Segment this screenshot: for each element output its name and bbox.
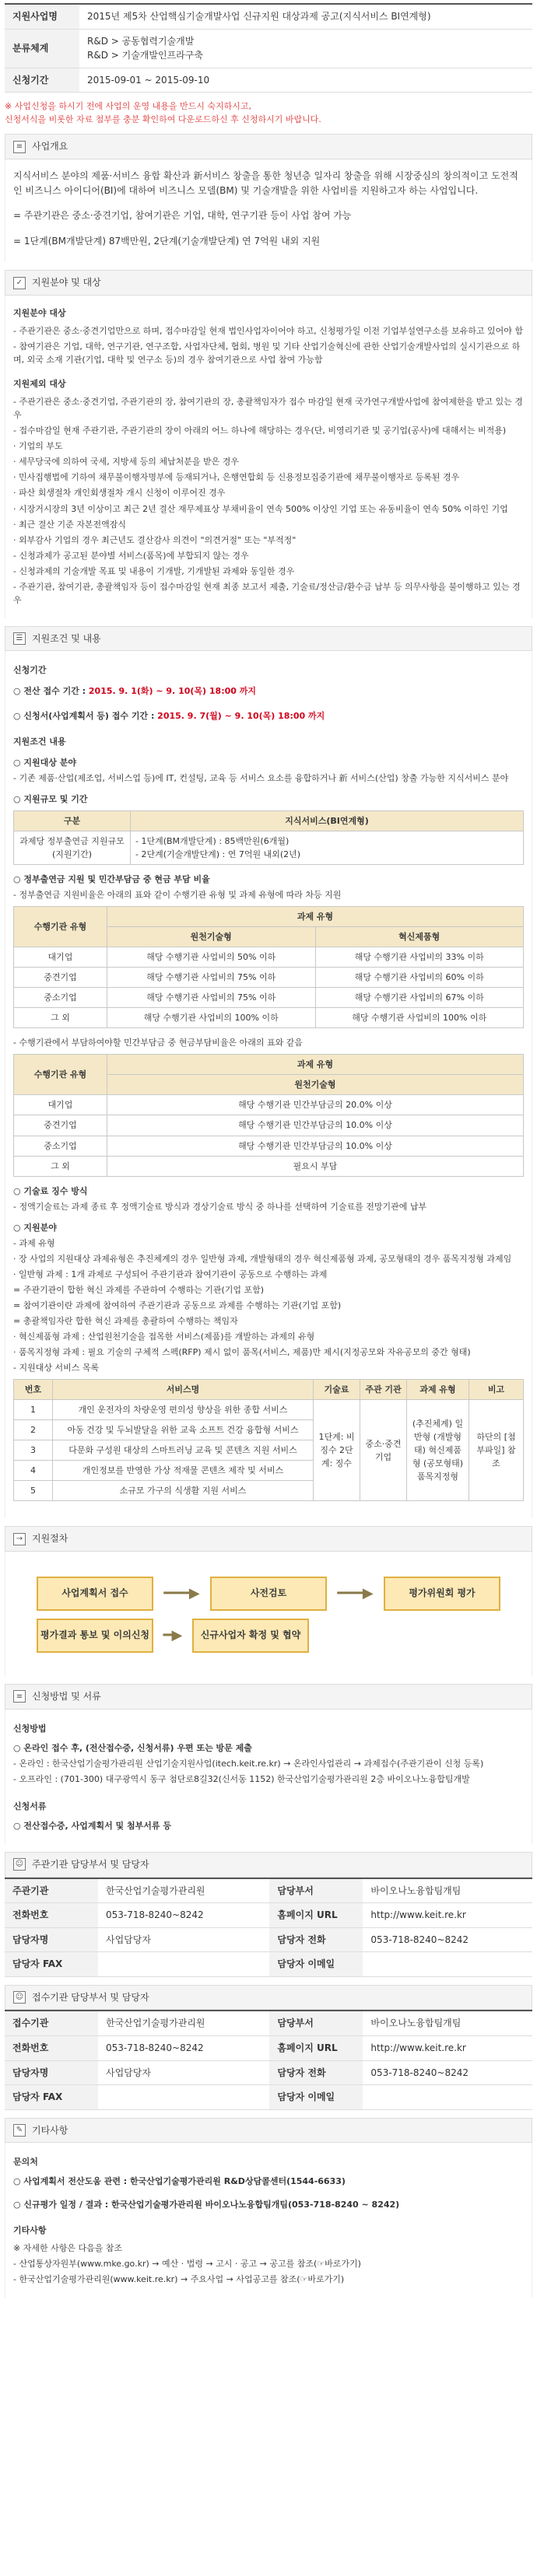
check-icon: ✓ [13, 277, 26, 289]
arrow-right-icon: → [13, 1533, 26, 1545]
person-icon: ☺ [13, 1858, 26, 1871]
info-label: 분류체계 [5, 29, 79, 68]
section-contact-host-header [5, 1852, 532, 1878]
reference-link[interactable]: - 산업통상자원부(www.mke.go.kr) → 예산 · 법령 → 고시 · 공고 → 공고를 참조(☞바로가기) [13, 2258, 361, 2269]
section-misc-header [5, 2118, 532, 2144]
procedure-flow-row2 [37, 1619, 500, 1653]
contact-reception-table: 접수기관 한국산업기술평가관리원 담당부서 바이오나노융합팀개팀 전화번호 053-718-8240~8242 홈페이지 URL http://www.keit.re.kr 담당자명 사업담당자 담당자 전화 053-718-8240~8242 담당자 FAX 담당자 이메일 [5, 2010, 532, 2109]
section-eligibility-header [5, 270, 532, 296]
service-list-table: 번호 서비스명 기술료 주관 기관 과제 유형 비고 1 개인 운전자의 차량운영 편의성 향상을 위한 종합 서비스 1단계: 비징수 2단계: 징수 중소·중견 기업 (추진체계) 일반형 (개발형태) 혁신제품형 (공모형태) 품목지정형 하단의 [첨부파일] 참조 2 아동 건강 및 두뇌발달을 위한 교육 소프트 건강 융합형 서비스 3 다문화 구성원 대상의 스마트러닝 교육 및 콘텐츠 지원 서비스 4 개인정보를 반영한 가상 적재물 콘텐츠 제작 및 서비스 5 소규모 가구의 식생활 지원 서비스 [13, 1379, 524, 1501]
arrow-right-icon: ━▶ [163, 1627, 183, 1644]
summary-table [5, 3, 532, 93]
arrow-right-icon: ━━━▶ [163, 1585, 200, 1602]
reference-link[interactable]: - 한국산업기술평가관리원(www.keit.re.kr) → 주요사업 → 사업공고를 참조(☞바로가기) [13, 2273, 345, 2284]
table-row: 4 개인정보를 반영한 가상 적재물 콘텐츠 제작 및 서비스 [14, 1461, 524, 1481]
table-row: 그 외 필요시 부담 [14, 1156, 524, 1176]
contact-host-table: 주관기관 한국산업기술평가관리원 담당부서 바이오나노융합팀개팀 전화번호 053-718-8240~8242 홈페이지 URL http://www.keit.re.kr 담당자명 사업담당자 담당자 전화 053-718-8240~8242 담당자 FAX 담당자 이메일 [5, 1878, 532, 1977]
step-box: 사업계획서 접수 [37, 1577, 153, 1611]
funding-ratio-table: 수행기관 유형 과제 유형 원천기술형 혁신제품형 대기업 해당 수행기관 사업비의 50% 이하 해당 수행기관 사업비의 33% 이하 중견기업 해당 수행기관 사업비의 75% 이하 해당 수행기관 사업비의 60% 이하 중소기업 해당 수행기관 사업비의 75% 이하 해당 수행기관 사업비의 67% 이하 그 외 해당 수행기관 사업비의 100% 이하 해당 수행기관 사업비의 100% 이하 [13, 906, 524, 1028]
section-eligibility-body: 지원분야 대상 - 주관기관은 중소·중견기업만으로 하며, 접수마감일 현재 법인사업자이어야 하고, 신청평가일 이전 기업부설연구소를 보유하고 있어야 함 - 참여기관은 기업, 대학, 연구기관, 연구조합, 사업자단체, 협회, 병원 및 기타 산업기술혁신에 관한 산업기술개발사업의 실시기관으로 하며, 외국 소재 기관(기업, 대학 및 연구소 등)의 경우 참여기관으로 사업 참여 가능함 지원제외 대상 - 주관기관은 중소·중견기업, 주관기관의 장, 참여기관의 장, 총괄책임자가 접수 마감일 현재 국가연구개발사업에 참여제한을 받고 있는 경우 - 접수마감일 현재 주관기관, 주관기관의 장이 아래의 어느 하나에 해당하는 경우(단, 비영리기관 및 공기업(공사)에 대해서는 비적용) · 기업의 부도 · 세무당국에 의하여 국세, 지방세 등의 체납처분을 받은 경우 · 민사집행법에 기하여 채무불이행자명부에 등재되거나, 은행연합회 등 신용정보집중기관에 채무불이행자로 등록된 경우 · 파산 회생절차 개인회생절차 개시 신청이 이루어진 경우 · 시장거시장의 3년 이상이고 최근 2년 결산 재무제표상 부채비율이 연속 500% 이상인 기업 또는 유동비율이 연속 50% 이하인 기업 · 최근 결산 기준 자본전액잠식 · 외부감사 기업의 경우 최근년도 결산감사 의견이 "의견거절" 또는 "부적정" - 신청과제가 공고된 분야별 서비스(품목)에 부합되지 않는 경우 - 신청과제의 기술개발 목표 및 내용이 기개발, 기개발된 과제와 동일한 경우 - 주관기관, 참여기관, 총괄책임자 등이 접수마감일 현재 최종 보고서 제출, 기술료/정산금/환수금 납부 등 의무사항을 불이행하고 있는 경우 [5, 296, 532, 618]
step-box: 사전검토 [210, 1577, 327, 1611]
section-title: 지원분야 및 대상 [32, 277, 101, 289]
megaphone-icon: ✎ [13, 2124, 26, 2137]
table-row: 5 소규모 가구의 식생활 지원 서비스 [14, 1481, 524, 1501]
table-row: 중소기업 해당 수행기관 민간부담금의 10.0% 이상 [14, 1136, 524, 1156]
section-overview-body: 지식서비스 분야의 제품·서비스 융합 확산과 新서비스 창출을 통한 청년층 일자리 창출을 위해 시장중심의 창의적이고 도전적인 비즈니스 아이디어(BI)에 대하여 비즈니스 모델(BM) 및 기술개발을 위한 사업비를 지원하고자 하는 사업입니다. = 주관기관은 중소·중견기업, 참여기관은 기업, 대학, 연구기관 등이 사업 참여 가능 = 1단계(BM개발단계) 87백만원, 2단계(기술개발단계) 연 7억원 내외 지원 [5, 159, 532, 262]
step-box: 신규사업자 확정 및 협약 [192, 1619, 309, 1653]
procedure-flow-row1 [37, 1577, 500, 1611]
section-title: 기타사항 [32, 2124, 68, 2136]
table-row: 중견기업 해당 수행기관 민간부담금의 10.0% 이상 [14, 1115, 524, 1136]
info-row [5, 4, 532, 29]
info-value: 2015-09-01 ~ 2015-09-10 [79, 68, 532, 93]
table-row: 3 다문화 구성원 대상의 스마트러닝 교육 및 콘텐츠 지원 서비스 [14, 1440, 524, 1461]
section-title: 지원조건 및 내용 [32, 632, 101, 644]
info-label: 지원사업명 [5, 4, 79, 29]
section-application-body: 신청방법 ○ 온라인 접수 후, (전산접수증, 신청서류) 우편 또는 방문 제출 - 온라인 : 한국산업기술평가관리원 산업기술지원사업(itech.keit.re.kr) → 온라인사업관리 → 과제접수(주관기관이 신청 등록) - 오프라인 : (701-300) 대구광역시 동구 첨단로8길32(신서동 1152) 한국산업기술평가관리원 2층 바이오나노융합팀개발 신청서류 ○ 전산접수증, 사업계획서 및 첨부서류 등 [5, 1710, 532, 1844]
info-value [79, 29, 532, 68]
info-label: 신청기간 [5, 68, 79, 93]
section-conditions-header [5, 626, 532, 652]
section-overview-header [5, 134, 532, 159]
info-value: 2015년 제5차 산업핵심기술개발사업 신규지원 대상과제 공고(지식서비스 BI연계형) [79, 4, 532, 29]
table-row: 중견기업 해당 수행기관 사업비의 75% 이하 해당 수행기관 사업비의 60% 이하 [14, 968, 524, 988]
person-icon: ☺ [13, 1991, 26, 2004]
table-row: 1 개인 운전자의 차량운영 편의성 향상을 위한 종합 서비스 1단계: 비징수 2단계: 징수 중소·중견 기업 (추진체계) 일반형 (개발형태) 혁신제품형 (공모형태) 품목지정형 하단의 [첨부파일] 참조 [14, 1400, 524, 1420]
table-row: 중소기업 해당 수행기관 사업비의 75% 이하 해당 수행기관 사업비의 67% 이하 [14, 988, 524, 1008]
section-title: 접수기관 담당부서 및 담당자 [32, 1991, 149, 2003]
section-procedure-header [5, 1526, 532, 1552]
section-conditions-body: 신청기간 ○ 전산 접수 기간 : 2015. 9. 1(화) ~ 9. 10(목) 18:00 까지 ○ 신청서(사업계획서 등) 접수 기간 : 2015. 9. 7(월) ~ 9. 10(목) 18:00 까지 지원조건 내용 ○ 지원대상 분야 - 기존 제품·산업(제조업, 서비스업 등)에 IT, 컨설팅, 교육 등 서비스 요소를 융합하거나 新 서비스(산업) 창출 가능한 지식서비스 분야 ○ 지원규모 및 기간 구분 지식서비스(BI연계형) 과제당 정부출연금 지원규모 (지원기간) - 1단계(BM개발단계) : 85백만원(6개월) - 2단계(기술개발단계) : 연 7억원 내외(2년) ○ 정부출연금 지원 및 민간부담금 중 현금 부담 비율 - 정부출연금 지원비율은 아래의 표와 같이 수행기관 유형 및 과제 유형에 따라 차등 지원 수행기관 유형 과제 유형 원천기술형 혁신제품형 대기업 해당 수행기관 사업비의 50% 이하 해당 수행기관 사업비의 33% 이하 중견기업 해당 수행기관 사업비의 75% 이하 해당 수행기관 사업비의 60% 이하 중소기업 해당 수행기관 사업비의 75% 이하 해당 수행기관 사업비의 67% 이하 그 외 해당 수행기관 사업비의 100% 이하 해당 수행기관 사업비의 100% 이하 - 수행기관에서 부담하여야할 민간부담금 중 현금부담비율은 아래의 표와 같음 수행기관 유형 과제 유형 원천기술형 대기업 해당 수행기관 민간부담금의 20.0% 이상 중견기업 해당 수행기관 민간부담금의 10.0% 이상 중소기업 해당 수행기관 민간부담금의 10.0% 이상 그 외 필요시 부담 ○ 기술료 징수 방식 - 정액기술료는 과제 종료 후 정액기술료 방식과 경상기술료 방식 중 하나를 선택하여 기술료를 전망기관에 납부 ○ 지원분야 - 과제 유형 · 장 사업의 지원대상 과제유형은 추진체계의 경우 일반형 과제, 개발형태의 경우 혁신제품형 과제, 공모형태의 경우 품목지정형 과제임 · 일반형 과제 : 1개 과제로 구성되어 주관기관과 참여기관이 공동으로 수행하는 과제 = 주관기관이 합한 혁신 과제를 주관하여 수행하는 기관(기업 포함) = 참여기관이란 과제에 참여하여 주관기관과 공동으로 과제를 수행하는 기관(기업 포함) = 총괄책임자란 합한 혁신 과제를 총괄하여 수행하는 책임자 · 혁신제품형 과제 : 산업원천기술을 접목한 서비스(제품)를 개발하는 과제의 유형 · 품목지정형 과제 : 필요 기술의 구체적 스펙(RFP) 제시 없이 품목(서비스, 제품)만 제시(지정공모와 자유공모의 중간 형태) - 지원대상 서비스 목록 번호 서비스명 기술료 주관 기관 과제 유형 비고 1 개인 운전자의 차량운영 편의성 향상을 위한 종합 서비스 1단계: 비징수 2단계: 징수 중소·중견 기업 (추진체계) 일반형 (개발형태) 혁신제품형 (공모형태) 품목지정형 하단의 [첨부파일] 참조 2 아동 건강 및 두뇌발달을 위한 교육 소프트 건강 융합형 서비스 3 다문화 구성원 대상의 스마트러닝 교육 및 콘텐츠 지원 서비스 4 개인정보를 반영한 가상 적재물 콘텐츠 제작 및 서비스 5 소규모 가구의 식생활 지원 서비스 [5, 651, 532, 1518]
section-contact-reception-header [5, 1985, 532, 2011]
section-title: 주관기관 담당부서 및 담당자 [32, 1858, 149, 1870]
step-box: 평가위원회 평가 [384, 1577, 500, 1611]
list-icon: ☰ [13, 632, 26, 645]
document-icon: ≡ [13, 141, 26, 153]
info-row [5, 68, 532, 93]
section-title: 신청방법 및 서류 [32, 1691, 101, 1703]
section-procedure-body [5, 1552, 532, 1676]
support-scale-table: 구분 지식서비스(BI연계형) 과제당 정부출연금 지원규모 (지원기간) - 1단계(BM개발단계) : 85백만원(6개월) - 2단계(기술개발단계) : 연 7억원 내외(2년) [13, 810, 524, 865]
cash-ratio-table: 수행기관 유형 과제 유형 원천기술형 대기업 해당 수행기관 민간부담금의 20.0% 이상 중견기업 해당 수행기관 민간부담금의 10.0% 이상 중소기업 해당 수행기관 민간부담금의 10.0% 이상 그 외 필요시 부담 [13, 1054, 524, 1176]
section-misc-body: 문의처 ○ 사업계획서 전산도움 관련 : 한국산업기술평가관리원 R&D상담콜센터(1544-6633) ○ 신규평가 일정 / 결과 : 한국산업기술평가관리원 바이오나노융합팀개팀(053-718-8240 ~ 8242) 기타사항 ※ 자세한 사항은 다음을 참조 - 산업통상자원부(www.mke.go.kr) → 예산 · 법령 → 고시 · 공고 → 공고를 참조(☞바로가기) - 한국산업기술평가관리원(www.keit.re.kr) → 주요사업 → 사업공고를 참조(☞바로가기) [5, 2143, 532, 2297]
table-row: 그 외 해당 수행기관 사업비의 100% 이하 해당 수행기관 사업비의 100% 이하 [14, 1008, 524, 1028]
section-title: 사업개요 [32, 141, 68, 152]
arrow-right-icon: ━━━▶ [337, 1585, 374, 1602]
table-row: 2 아동 건강 및 두뇌발달을 위한 교육 소프트 건강 융합형 서비스 [14, 1420, 524, 1440]
category-line: R&D > 기술개발인프라구축 [87, 50, 203, 61]
document-icon: ≡ [13, 1690, 26, 1703]
notice-text: ※ 사업신청을 하시기 전에 사업의 운영 내용을 반드시 숙지하시고, 신청서식을 비롯한 자료 첨부를 충분 확인하여 다운로드하신 후 신청하시기 바랍니다. [5, 101, 321, 124]
section-title: 지원절차 [32, 1533, 68, 1545]
table-row: 대기업 해당 수행기관 사업비의 50% 이하 해당 수행기관 사업비의 33% 이하 [14, 947, 524, 968]
category-line: R&D > 공동협력기술개발 [87, 35, 195, 47]
section-application-header [5, 1684, 532, 1710]
step-box: 평가결과 통보 및 이의신청 [37, 1619, 153, 1653]
table-row: 대기업 해당 수행기관 민간부담금의 20.0% 이상 [14, 1095, 524, 1115]
info-row [5, 29, 532, 68]
